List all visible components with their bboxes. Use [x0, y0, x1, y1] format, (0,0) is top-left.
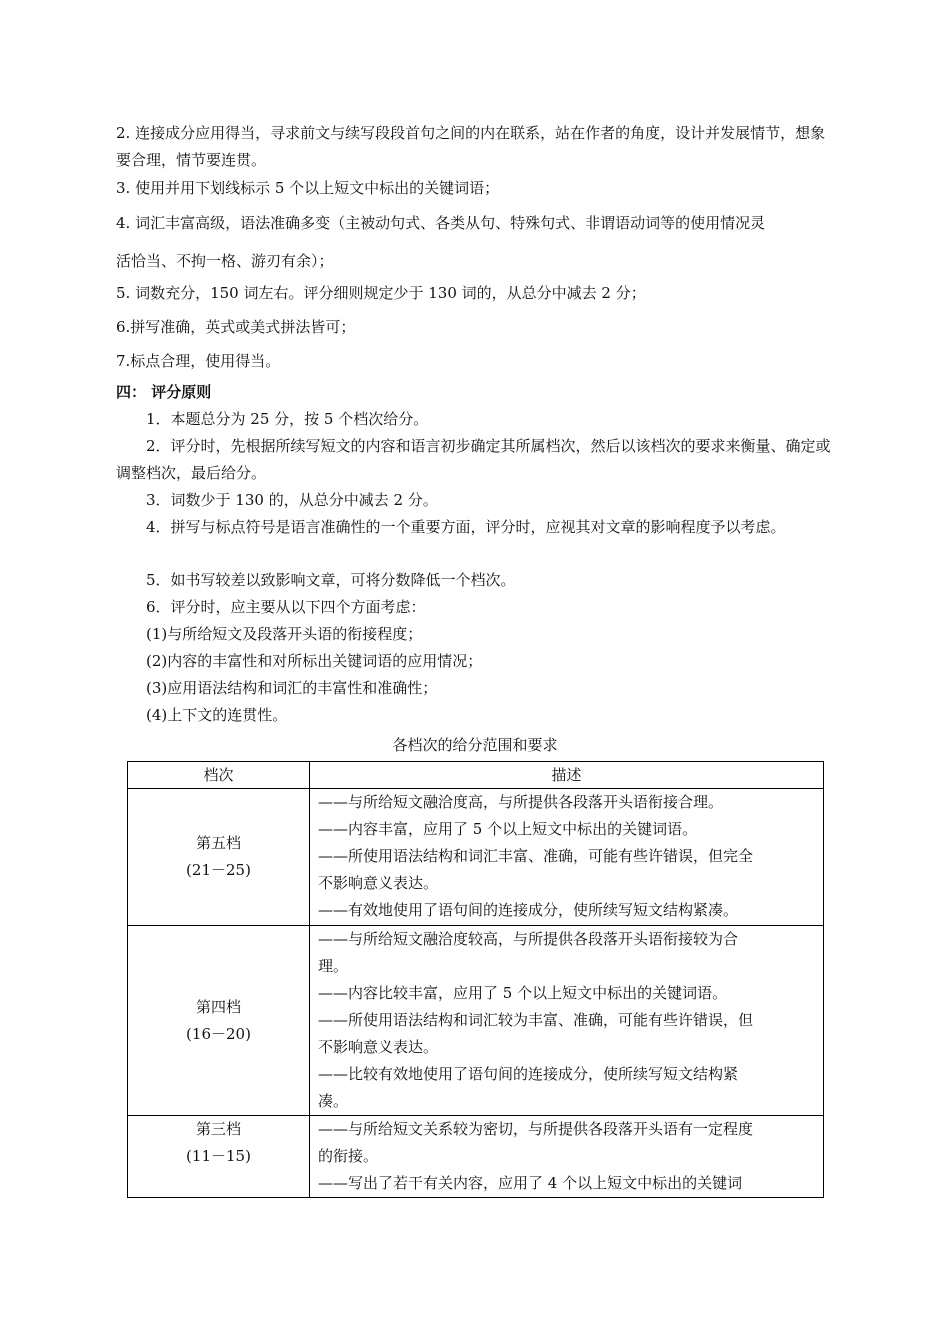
requirement-4-continued: 活恰当、不拘一格、游刃有余）；	[116, 252, 334, 270]
table-row	[128, 1116, 824, 1198]
principle-6: 6．评分时，应主要从以下四个方面考虑：	[146, 598, 426, 616]
description-line: 不影响意义表达。	[318, 1038, 439, 1056]
tier-range: (11－15)	[186, 1147, 251, 1165]
tier-cell	[128, 1116, 310, 1198]
scoring-table	[127, 761, 824, 1198]
description-cell	[310, 926, 824, 1116]
description-line: ——写出了若干有关内容，应用了 4 个以上短文中标出的关键词	[318, 1174, 743, 1192]
description-line: ——有效地使用了语句间的连接成分，使所续写短文结构紧凑。	[318, 901, 739, 919]
description-line: 不影响意义表达。	[318, 874, 439, 892]
description-line: 凑。	[318, 1092, 349, 1110]
requirement-7: 7.标点合理，使用得当。	[116, 352, 281, 370]
principle-5: 5．如书写较差以致影响文章，可将分数降低一个档次。	[146, 571, 516, 589]
principle-2: 2．评分时，先根据所续写短文的内容和语言初步确定其所属档次，然后以该档次的要求来衡量、确定或调整档次，最后给分。	[116, 437, 831, 482]
tier-range: (21－25)	[186, 861, 251, 879]
table-header-row	[128, 762, 824, 789]
tier-cell	[128, 926, 310, 1116]
principle-4: 4．拼写与标点符号是语言准确性的一个重要方面，评分时，应视其对文章的影响程度予以考虑。	[146, 518, 786, 536]
consideration-3: (3)应用语法结构和词汇的丰富性和准确性；	[146, 679, 438, 697]
consideration-1: (1)与所给短文及段落开头语的衔接程度；	[146, 625, 423, 643]
tier-name: 第三档	[195, 1120, 241, 1138]
principle-1: 1．本题总分为 25 分，按 5 个档次给分。	[146, 410, 429, 428]
tier-range: (16－20)	[186, 1024, 251, 1043]
table-caption: 各档次的给分范围和要求	[392, 736, 558, 754]
table-row	[128, 926, 824, 1116]
description-line: ——与所给短文融洽度较高，与所提供各段落开头语衔接较为合	[318, 930, 739, 948]
requirement-4: 4. 词汇丰富高级，语法准确多变（主被动句式、各类从句、特殊句式、非谓语动词等的使用情况灵	[116, 214, 766, 232]
description-cell	[310, 789, 824, 926]
tier-name: 第五档	[195, 834, 241, 852]
description-line: ——内容丰富，应用了 5 个以上短文中标出的关键词语。	[318, 820, 698, 838]
description-line: ——内容比较丰富，应用了 5 个以上短文中标出的关键词语。	[318, 984, 728, 1002]
header-description: 描述	[310, 762, 824, 789]
table-row	[128, 789, 824, 926]
principle-3: 3．词数少于 130 的，从总分中减去 2 分。	[146, 491, 438, 509]
requirement-5: 5. 词数充分，150 词左右。评分细则规定少于 130 词的，从总分中减去 2 分；	[116, 284, 646, 302]
requirement-2: 2. 连接成分应用得当，寻求前文与续写段段首句之间的内在联系，站在作者的角度，设计并发展情节，想象要合理，情节要连贯。	[116, 124, 826, 169]
tier-name: 第四档	[195, 997, 241, 1016]
description-line: ——所使用语法结构和词汇较为丰富、准确，可能有些许错误，但	[318, 1011, 754, 1029]
description-line: ——与所给短文关系较为密切，与所提供各段落开头语有一定程度	[318, 1120, 754, 1138]
description-line: 理。	[318, 957, 349, 975]
description-line: ——比较有效地使用了语句间的连接成分，使所续写短文结构紧	[318, 1065, 739, 1083]
section-heading: 四： 评分原则	[116, 383, 212, 401]
description-cell	[310, 1116, 824, 1198]
tier-cell	[128, 789, 310, 926]
consideration-4: (4)上下文的连贯性。	[146, 706, 288, 724]
description-line: 的衔接。	[318, 1147, 379, 1165]
requirement-3: 3. 使用并用下划线标示 5 个以上短文中标出的关键词语；	[116, 179, 500, 197]
consideration-2: (2)内容的丰富性和对所标出关键词语的应用情况；	[146, 652, 483, 670]
description-line: ——所使用语法结构和词汇丰富、准确，可能有些许错误，但完全	[318, 847, 754, 865]
header-tier: 档次	[128, 762, 310, 789]
requirement-6: 6.拼写准确，英式或美式拼法皆可；	[116, 318, 356, 336]
description-line: ——与所给短文融洽度高，与所提供各段落开头语衔接合理。	[318, 793, 724, 811]
